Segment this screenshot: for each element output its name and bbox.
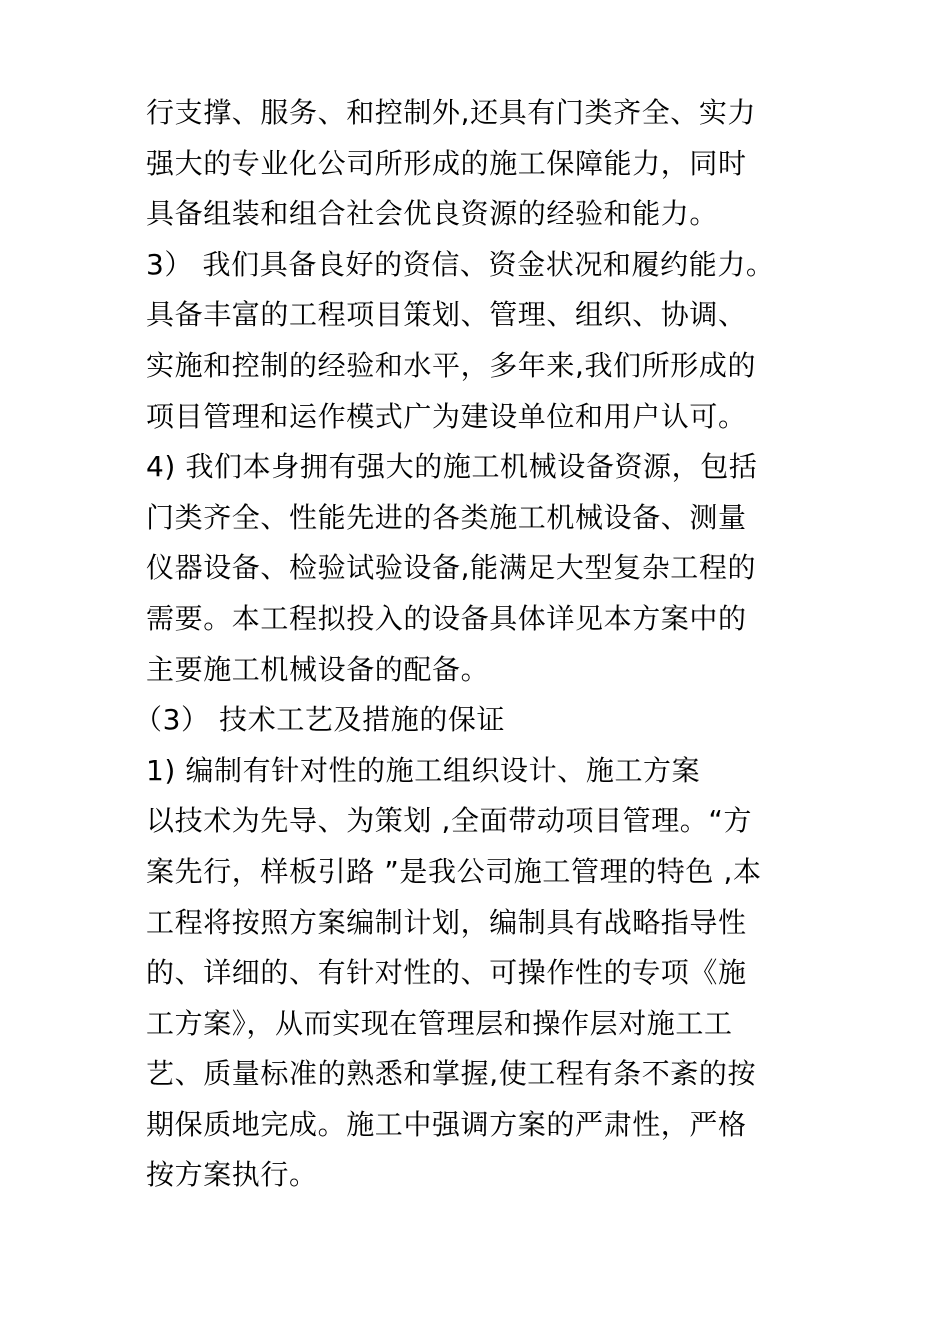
text-line: 具备丰富的工程项目策划、管理、组织、协调、	[146, 298, 747, 332]
text-line: 需要。本工程拟投入的设备具体详见本方案中的	[146, 601, 747, 635]
list-item-heading: 3） 我们具备良好的资信、资金状况和履约能力。	[146, 247, 775, 281]
list-item-heading: 4) 我们本身拥有强大的施工机械设备资源，包括	[146, 450, 758, 484]
text-line: 门类齐全、性能先进的各类施工机械设备、测量	[146, 500, 747, 534]
section-heading: （3） 技术工艺及措施的保证	[134, 703, 506, 737]
text-line: 的、详细的、有针对性的、可操作性的专项《施	[146, 956, 747, 990]
text-line: 仪器设备、检验试验设备,能满足大型复杂工程的	[146, 551, 757, 585]
text-line: 工程将按照方案编制计划，编制具有战略指导性	[146, 905, 747, 939]
text-line: 强大的专业化公司所形成的施工保障能力，同时	[146, 146, 747, 180]
text-line: 艺、质量标准的熟悉和掌握,使工程有条不紊的按	[146, 1057, 757, 1091]
text-line: 项目管理和运作模式广为建设单位和用户认可。	[146, 399, 747, 433]
text-line: 以技术为先导、为策划 ,全面带动项目管理。“方	[146, 804, 753, 838]
text-line: 案先行，样板引路 ”是我公司施工管理的特色 ,本	[146, 854, 762, 888]
text-line: 工方案》，从而实现在管理层和操作层对施工工	[146, 1006, 733, 1040]
document-body	[134, 88, 826, 1201]
text-line: 行支撑、服务、和控制外,还具有门类齐全、实力	[146, 96, 757, 129]
text-line: 主要施工机械设备的配备。	[146, 652, 490, 686]
text-line: 按方案执行。	[146, 1158, 318, 1192]
text-line: 实施和控制的经验和水平，多年来,我们所形成的	[146, 348, 757, 382]
list-item-heading: 1) 编制有针对性的施工组织设计、施工方案	[146, 753, 701, 787]
text-line: 期保质地完成。施工中强调方案的严肃性，严格	[146, 1107, 747, 1141]
text-line: 具备组装和组合社会优良资源的经验和能力。	[146, 197, 719, 231]
